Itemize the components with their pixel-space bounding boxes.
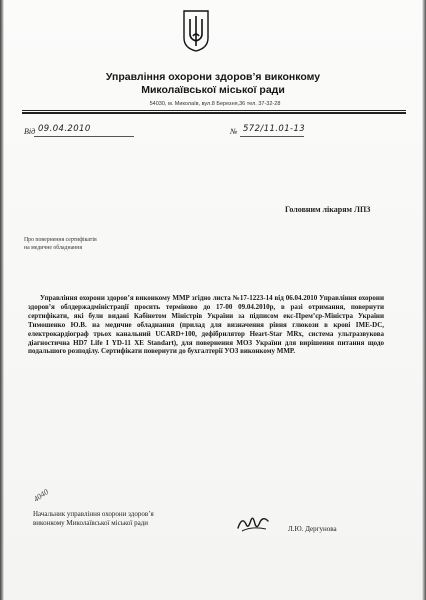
signatory-position <box>33 510 154 528</box>
date-underline <box>34 136 134 137</box>
header-rule <box>22 110 406 111</box>
date-label: Від <box>24 127 36 136</box>
handwritten-signature <box>236 512 270 534</box>
date-value: 09.04.2010 <box>38 124 91 134</box>
number-underline <box>240 136 304 137</box>
signatory-position-line2: виконкому Миколаївської міської ради <box>33 519 149 527</box>
signatory-position-line1: Начальник управління охорони здоров’я <box>33 510 154 518</box>
trident-emblem-icon <box>183 10 209 52</box>
subject-block <box>24 236 184 252</box>
org-title-line1: Управління охорони здоров’я виконкому <box>105 71 321 83</box>
header-rule-thick <box>22 112 406 114</box>
org-title-line2: Миколаївської міської ради <box>141 84 285 96</box>
margin-note: 4040 <box>31 487 51 504</box>
subject-line2: на медичне обладнання <box>24 245 83 251</box>
org-address: 54030, м. Миколаїв, вул.8 Березня,36 тел. 37-32-28 <box>149 101 281 107</box>
addressee: Головним лікарям ЛПЗ <box>285 205 371 214</box>
letter-body <box>28 294 384 356</box>
body-paragraph: Управління охорони здоров’я виконкому ММР згідно листа №17-1223-14 від 06.04.2010 Управління охорони здоров’я облдержадміністрації просить терміново до 17-00 09.04.2010р, в разі отримання, повернути сертифікати, які були видані Кабінетом Міністрів України за підписом екс-Прем’єр-Міністра України Тимошенко Ю.В. на медичне обладнання (прилад для визначення рівня глюкози в крові IME-DC, електрокардіограф трьох канальний UCARD+100, дефібрилятор Heart-Star MRx, система ультразвукова діагностична HD7 Life I YD-11 XE Standart), для повернення МОЗ України для вирішення питання щодо подальшого розподілу. Сертифікати повернути до бухгалтерії УОЗ виконкому ММР. <box>28 294 384 356</box>
number-value: 572/11.01-13 <box>243 124 306 134</box>
signatory-name: Л.Ю. Дергунова <box>288 525 337 533</box>
number-label: № <box>230 127 238 136</box>
subject-line1: Про повернення сертифікатів <box>24 237 97 243</box>
